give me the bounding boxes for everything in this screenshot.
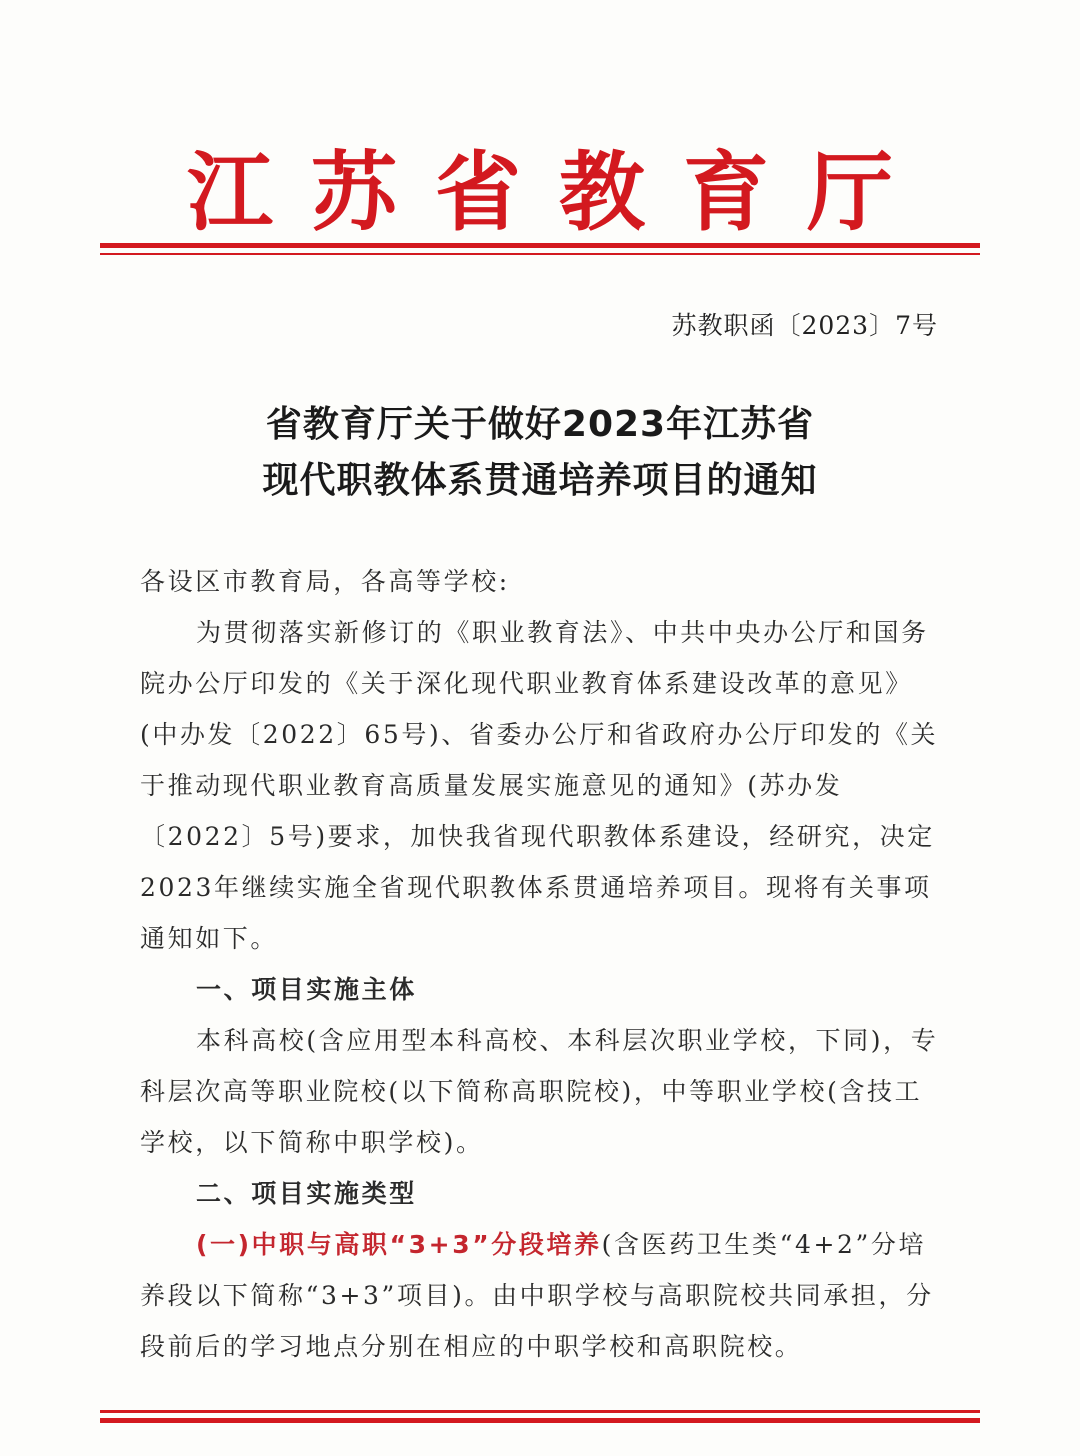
section2-sub1-label: (一)中职与高职“3+3”分段培养 (196, 1230, 602, 1259)
document-title-line1: 省教育厅关于做好2023年江苏省 (265, 404, 815, 445)
intro-paragraph: 为贯彻落实新修订的《职业教育法》、中共中央办公厅和国务院办公厅印发的《关于深化现代职业教育体系建设改革的意见》(中办发〔2022〕65号)、省委办公厅和省政府办公厅印发的《关于推动现代职业教育高质量发展实施意见的通知》(苏办发〔2022〕5号)要求，加快我省现代职教体系建设，经研究，决定2023年继续实施全省现代职教体系贯通培养项目。现将有关事项通知如下。 (140, 618, 939, 953)
issuer-masthead: 江苏省教育厅 (187, 142, 931, 243)
section2-sub1-paragraph (140, 1219, 940, 1372)
document-number: 苏教职函〔2023〕7号 (671, 311, 938, 340)
footer-rule-thin (100, 1410, 980, 1413)
footer-rule-thick (100, 1418, 980, 1423)
section2-sub1-text: (含医药卫生类“4+2”分培养段以下简称“3+3”项目)。由中职学校与高职院校共同承担，分段前后的学习地点分别在相应的中职学校和高职院校。 (140, 1230, 934, 1361)
header-rule-thin (100, 253, 980, 255)
section1-paragraph: 本科高校(含应用型本科高校、本科层次职业学校，下同)，专科层次高等职业院校(以下简称高职院校)，中等职业学校(含技工学校，以下简称中职学校)。 (140, 1026, 939, 1157)
header-rule-thick (100, 243, 980, 248)
section2-heading: 二、项目实施类型 (196, 1179, 417, 1208)
salutation: 各设区市教育局，各高等学校: (140, 567, 510, 596)
document-title-line2: 现代职教体系贯通培养项目的通知 (262, 460, 818, 501)
section1-heading: 一、项目实施主体 (196, 975, 417, 1004)
document-body (140, 556, 940, 1372)
